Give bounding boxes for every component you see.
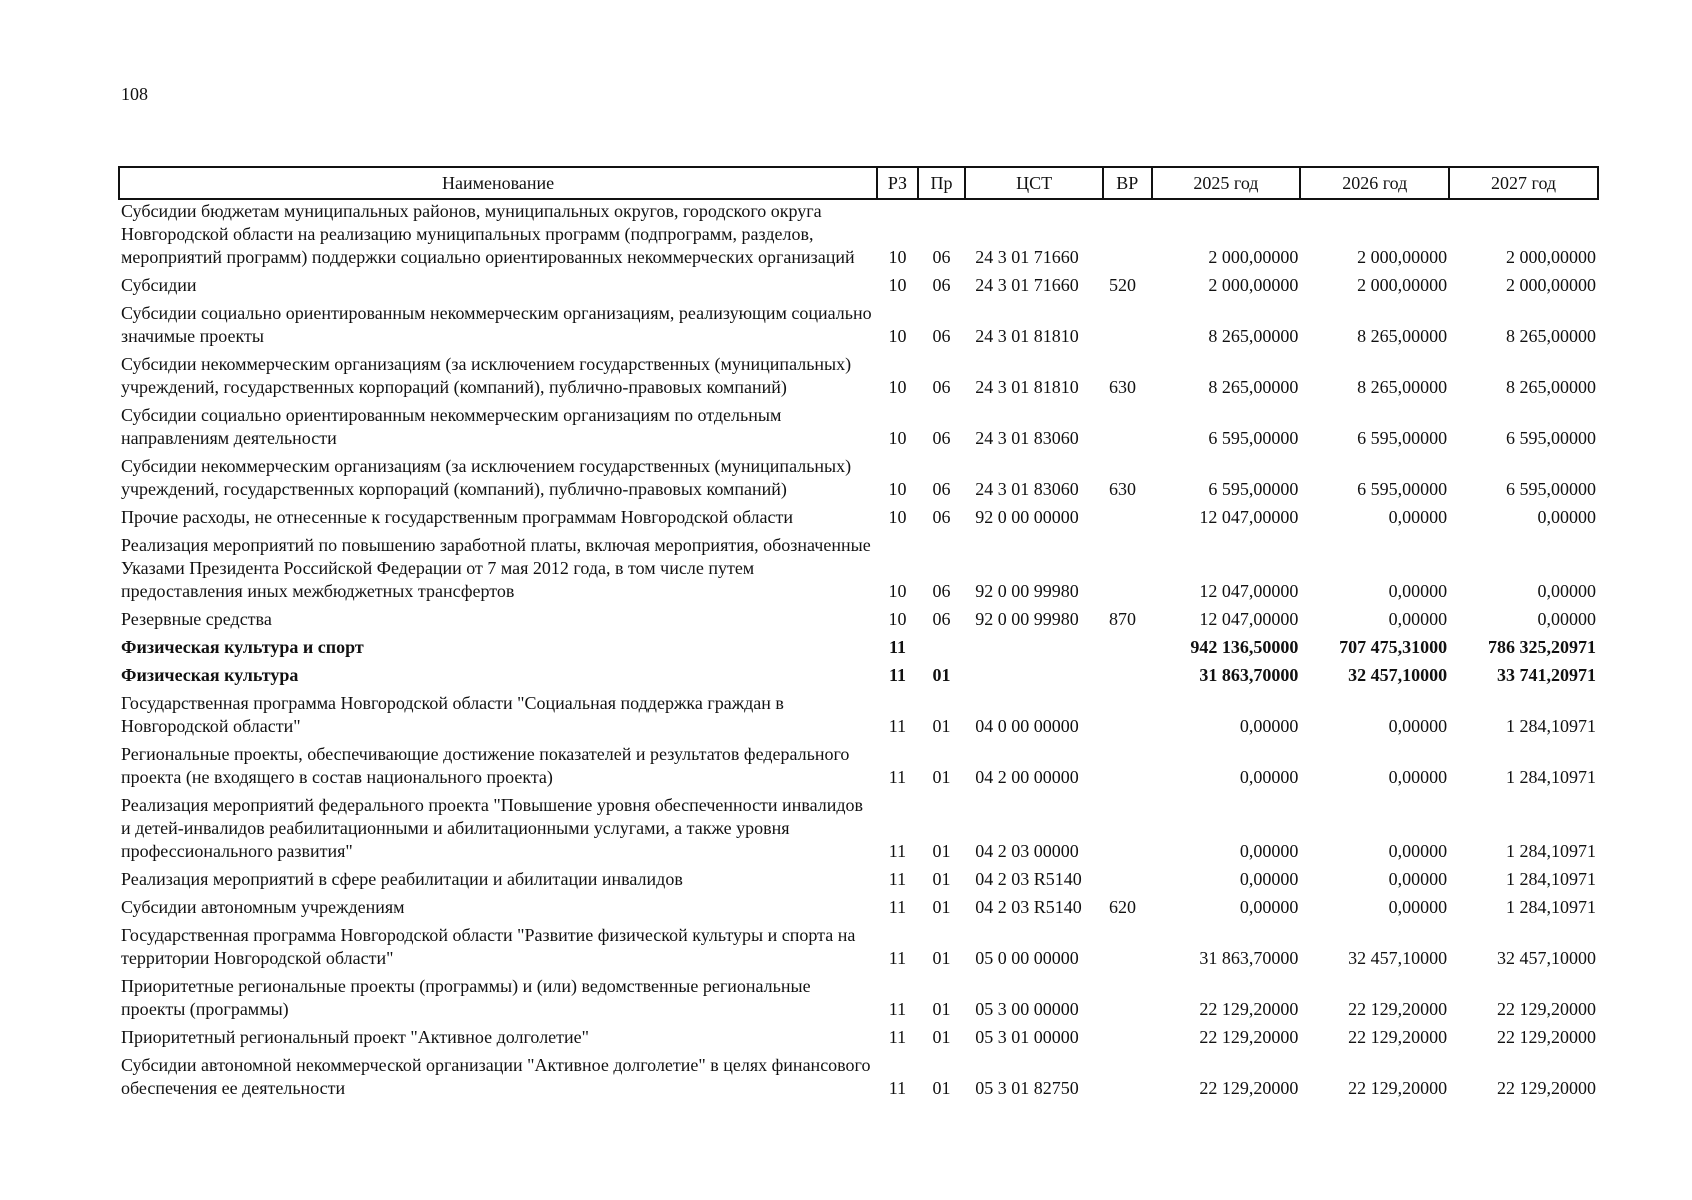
cell-2027: 6 595,00000 xyxy=(1506,479,1596,499)
cell-2027: 0,00000 xyxy=(1537,609,1596,629)
cell-cst: 24 3 01 83060 xyxy=(975,479,1079,499)
cell-2027: 22 129,20000 xyxy=(1497,1078,1596,1098)
cell-2026: 0,00000 xyxy=(1388,767,1448,787)
table-header xyxy=(119,167,1598,199)
cell-2025: 0,00000 xyxy=(1239,841,1299,861)
cell-vr xyxy=(1103,975,1152,1026)
cell-name: Субсидии социально ориентированным некоммерческим организациям по отдельным направлениям деятельности xyxy=(121,405,782,448)
cell-2026: 32 457,10000 xyxy=(1348,665,1448,685)
cell-rz: 10 xyxy=(888,326,907,346)
table-row xyxy=(119,868,1598,896)
cell-2025: 0,00000 xyxy=(1239,767,1299,787)
cell-vr: 630 xyxy=(1108,479,1136,499)
table-row xyxy=(119,608,1598,636)
cell-name: Резервные средства xyxy=(121,609,272,629)
cell-2025: 0,00000 xyxy=(1239,897,1299,917)
cell-2025: 0,00000 xyxy=(1239,716,1299,736)
cell-2025: 22 129,20000 xyxy=(1199,1027,1299,1047)
cell-name: Приоритетные региональные проекты (программы) и (или) ведомственные региональные проекты (программы) xyxy=(121,976,811,1019)
cell-name: Субсидии некоммерческим организациям (за исключением государственных (муниципальных) учреждений, государственных корпораций (компаний), публично-правовых компаний) xyxy=(121,354,852,397)
cell-2027: 1 284,10971 xyxy=(1506,897,1596,917)
table-row xyxy=(119,975,1598,1026)
header-2026: 2026 год xyxy=(1300,167,1449,199)
cell-vr: 630 xyxy=(1108,377,1136,397)
cell-rz: 10 xyxy=(888,581,907,601)
cell-cst: 05 3 01 82750 xyxy=(975,1078,1079,1098)
cell-cst: 04 2 03 R5140 xyxy=(975,869,1082,889)
cell-2026: 32 457,10000 xyxy=(1348,948,1448,968)
cell-2025: 31 863,70000 xyxy=(1199,948,1299,968)
cell-name: Субсидии социально ориентированным некоммерческим организациям, реализующим социально значимые проекты xyxy=(121,303,872,346)
cell-2027: 1 284,10971 xyxy=(1506,716,1596,736)
page-number: 108 xyxy=(121,84,148,104)
table-row xyxy=(119,743,1598,794)
cell-pr: 06 xyxy=(932,247,951,267)
cell-name: Региональные проекты, обеспечивающие достижение показателей и результатов федерального проекта (не входящего в состав национального проекта) xyxy=(121,744,850,787)
cell-vr: 870 xyxy=(1108,609,1136,629)
table-body xyxy=(119,199,1598,1105)
cell-cst xyxy=(965,664,1103,692)
cell-cst: 04 2 00 00000 xyxy=(975,767,1079,787)
cell-name: Субсидии автономным учреждениям xyxy=(121,897,405,917)
cell-pr: 06 xyxy=(932,479,951,499)
cell-2027: 1 284,10971 xyxy=(1506,767,1596,787)
cell-pr: 06 xyxy=(932,275,951,295)
table-row xyxy=(119,302,1598,353)
cell-pr: 06 xyxy=(932,581,951,601)
cell-rz: 11 xyxy=(888,869,907,889)
cell-rz: 11 xyxy=(888,841,907,861)
cell-rz: 11 xyxy=(888,897,907,917)
cell-2027: 2 000,00000 xyxy=(1506,247,1596,267)
cell-2026: 8 265,00000 xyxy=(1357,326,1448,346)
cell-2025: 31 863,70000 xyxy=(1199,665,1299,685)
cell-2027: 32 457,10000 xyxy=(1497,948,1596,968)
cell-2026: 2 000,00000 xyxy=(1357,275,1448,295)
cell-pr: 06 xyxy=(932,428,951,448)
cell-2026: 8 265,00000 xyxy=(1357,377,1448,397)
cell-2025: 12 047,00000 xyxy=(1199,581,1299,601)
table-row xyxy=(119,1026,1598,1054)
header-pr: Пр xyxy=(918,167,966,199)
cell-rz: 11 xyxy=(888,767,907,787)
header-name: Наименование xyxy=(119,167,877,199)
cell-2026: 707 475,31000 xyxy=(1339,637,1448,657)
cell-vr xyxy=(1103,1054,1152,1105)
cell-rz: 11 xyxy=(888,999,907,1019)
cell-2026: 6 595,00000 xyxy=(1357,428,1448,448)
cell-2026: 22 129,20000 xyxy=(1348,1078,1448,1098)
cell-2027: 22 129,20000 xyxy=(1497,999,1596,1019)
cell-2025: 6 595,00000 xyxy=(1208,479,1299,499)
cell-pr: 01 xyxy=(932,948,951,968)
cell-vr xyxy=(1103,199,1152,274)
cell-2027: 8 265,00000 xyxy=(1506,377,1596,397)
cell-2026: 0,00000 xyxy=(1388,841,1448,861)
cell-2027: 1 284,10971 xyxy=(1506,869,1596,889)
cell-name: Реализация мероприятий в сфере реабилитации и абилитации инвалидов xyxy=(121,869,683,889)
cell-rz: 11 xyxy=(888,1027,907,1047)
cell-pr: 01 xyxy=(932,841,951,861)
cell-2026: 22 129,20000 xyxy=(1348,1027,1448,1047)
header-rz: РЗ xyxy=(877,167,917,199)
table-row xyxy=(119,455,1598,506)
cell-vr xyxy=(1103,302,1152,353)
cell-vr xyxy=(1103,924,1152,975)
cell-rz: 11 xyxy=(888,948,907,968)
cell-2027: 1 284,10971 xyxy=(1506,841,1596,861)
cell-name: Субсидии xyxy=(121,275,197,295)
cell-pr: 06 xyxy=(932,326,951,346)
cell-rz: 11 xyxy=(888,716,907,736)
cell-2026: 22 129,20000 xyxy=(1348,999,1448,1019)
cell-2025: 6 595,00000 xyxy=(1208,428,1299,448)
table-row xyxy=(119,924,1598,975)
cell-2025: 8 265,00000 xyxy=(1208,326,1299,346)
cell-2025: 2 000,00000 xyxy=(1208,275,1299,295)
cell-cst: 05 3 00 00000 xyxy=(975,999,1079,1019)
cell-2025: 22 129,20000 xyxy=(1199,999,1299,1019)
cell-pr: 06 xyxy=(932,609,951,629)
cell-cst: 92 0 00 00000 xyxy=(975,507,1079,527)
cell-vr xyxy=(1103,534,1152,608)
cell-2027: 0,00000 xyxy=(1537,507,1596,527)
cell-pr xyxy=(918,636,966,664)
cell-name: Прочие расходы, не отнесенные к государственным программам Новгородской области xyxy=(121,507,793,527)
cell-cst xyxy=(965,636,1103,664)
cell-name: Приоритетный региональный проект "Активное долголетие" xyxy=(121,1027,589,1047)
cell-rz: 10 xyxy=(888,479,907,499)
cell-name: Реализация мероприятий по повышению заработной платы, включая мероприятия, обозначенные Указами Президента Российской Федерации от 7 мая 2012 года, в том числе путем предоставления иных межбюджетных трансфертов xyxy=(121,535,871,601)
cell-pr: 01 xyxy=(932,869,951,889)
table-row xyxy=(119,199,1598,274)
cell-vr xyxy=(1103,1026,1152,1054)
cell-2026: 6 595,00000 xyxy=(1357,479,1448,499)
cell-cst: 24 3 01 83060 xyxy=(975,428,1079,448)
cell-rz: 11 xyxy=(888,1078,907,1098)
cell-vr: 620 xyxy=(1108,897,1136,917)
table-row xyxy=(119,404,1598,455)
cell-rz: 11 xyxy=(888,637,906,657)
cell-2027: 6 595,00000 xyxy=(1506,428,1596,448)
cell-rz: 10 xyxy=(888,428,907,448)
cell-2027: 22 129,20000 xyxy=(1497,1027,1596,1047)
cell-2027: 0,00000 xyxy=(1537,581,1596,601)
header-vr: ВР xyxy=(1103,167,1152,199)
cell-pr: 01 xyxy=(932,665,951,685)
cell-2025: 22 129,20000 xyxy=(1199,1078,1299,1098)
cell-vr: 520 xyxy=(1108,275,1136,295)
cell-vr xyxy=(1103,692,1152,743)
cell-2027: 786 325,20971 xyxy=(1488,637,1596,657)
cell-cst: 92 0 00 99980 xyxy=(975,609,1079,629)
table-row xyxy=(119,274,1598,302)
cell-cst: 05 3 01 00000 xyxy=(975,1027,1079,1047)
cell-name: Реализация мероприятий федерального проекта "Повышение уровня обеспеченности инвалидов и детей-инвалидов реабилитационными и абилитационными услугами, а также уровня профессионального развития" xyxy=(121,795,864,861)
cell-rz: 11 xyxy=(888,665,906,685)
cell-pr: 06 xyxy=(932,507,951,527)
cell-pr: 06 xyxy=(932,377,951,397)
cell-cst: 24 3 01 81810 xyxy=(975,377,1079,397)
cell-pr: 01 xyxy=(932,716,951,736)
cell-2025: 12 047,00000 xyxy=(1199,609,1299,629)
header-2027: 2027 год xyxy=(1449,167,1598,199)
header-cst: ЦСТ xyxy=(965,167,1103,199)
cell-vr xyxy=(1103,868,1152,896)
table-row xyxy=(119,636,1598,664)
cell-vr xyxy=(1103,664,1152,692)
cell-2026: 0,00000 xyxy=(1388,897,1448,917)
cell-2025: 0,00000 xyxy=(1239,869,1299,889)
table-row xyxy=(119,794,1598,868)
cell-2025: 942 136,50000 xyxy=(1190,637,1299,657)
cell-cst: 05 0 00 00000 xyxy=(975,948,1079,968)
cell-rz: 10 xyxy=(888,507,907,527)
cell-2027: 2 000,00000 xyxy=(1506,275,1596,295)
cell-vr xyxy=(1103,506,1152,534)
cell-2026: 0,00000 xyxy=(1388,869,1448,889)
cell-pr: 01 xyxy=(932,897,951,917)
cell-cst: 04 2 03 00000 xyxy=(975,841,1079,861)
table-row xyxy=(119,664,1598,692)
cell-vr xyxy=(1103,743,1152,794)
cell-cst: 04 2 03 R5140 xyxy=(975,897,1082,917)
table-row xyxy=(119,506,1598,534)
cell-cst: 24 3 01 71660 xyxy=(975,247,1079,267)
cell-rz: 10 xyxy=(888,377,907,397)
cell-2025: 2 000,00000 xyxy=(1208,247,1299,267)
cell-pr: 01 xyxy=(932,1027,951,1047)
table-row xyxy=(119,896,1598,924)
header-2025: 2025 год xyxy=(1152,167,1301,199)
cell-pr: 01 xyxy=(932,999,951,1019)
table-row xyxy=(119,353,1598,404)
cell-rz: 10 xyxy=(888,609,907,629)
cell-2027: 8 265,00000 xyxy=(1506,326,1596,346)
table-row xyxy=(119,534,1598,608)
cell-name: Субсидии некоммерческим организациям (за исключением государственных (муниципальных) учреждений, государственных корпораций (компаний), публично-правовых компаний) xyxy=(121,456,852,499)
cell-2026: 0,00000 xyxy=(1388,581,1448,601)
cell-name: Физическая культура xyxy=(121,665,299,685)
cell-2027: 33 741,20971 xyxy=(1497,665,1596,685)
cell-2026: 2 000,00000 xyxy=(1357,247,1448,267)
cell-vr xyxy=(1103,636,1152,664)
cell-cst: 24 3 01 81810 xyxy=(975,326,1079,346)
cell-name: Государственная программа Новгородской области "Развитие физической культуры и спорта на территории Новгородской области" xyxy=(121,925,856,968)
cell-pr: 01 xyxy=(932,767,951,787)
cell-rz: 10 xyxy=(888,247,907,267)
cell-2026: 0,00000 xyxy=(1388,716,1448,736)
cell-2026: 0,00000 xyxy=(1388,507,1448,527)
cell-2025: 8 265,00000 xyxy=(1208,377,1299,397)
cell-cst: 04 0 00 00000 xyxy=(975,716,1079,736)
cell-2026: 0,00000 xyxy=(1388,609,1448,629)
cell-name: Государственная программа Новгородской области "Социальная поддержка граждан в Новгородской области" xyxy=(121,693,784,736)
cell-rz: 10 xyxy=(888,275,907,295)
table-row xyxy=(119,692,1598,743)
budget-table xyxy=(118,166,1599,1105)
cell-name: Субсидии автономной некоммерческой организации "Активное долголетие" в целях финансового обеспечения ее деятельности xyxy=(121,1055,871,1098)
cell-cst: 92 0 00 99980 xyxy=(975,581,1079,601)
cell-name: Физическая культура и спорт xyxy=(121,637,364,657)
cell-name: Субсидии бюджетам муниципальных районов, муниципальных округов, городского округа Новгородской области на реализацию муниципальных программ (подпрограмм, разделов, мероприятий программ) поддержки социально ориентированных некоммерческих организаций xyxy=(121,201,855,267)
cell-pr: 01 xyxy=(932,1078,951,1098)
table-row xyxy=(119,1054,1598,1105)
cell-vr xyxy=(1103,794,1152,868)
cell-2025: 12 047,00000 xyxy=(1199,507,1299,527)
cell-vr xyxy=(1103,404,1152,455)
cell-cst: 24 3 01 71660 xyxy=(975,275,1079,295)
